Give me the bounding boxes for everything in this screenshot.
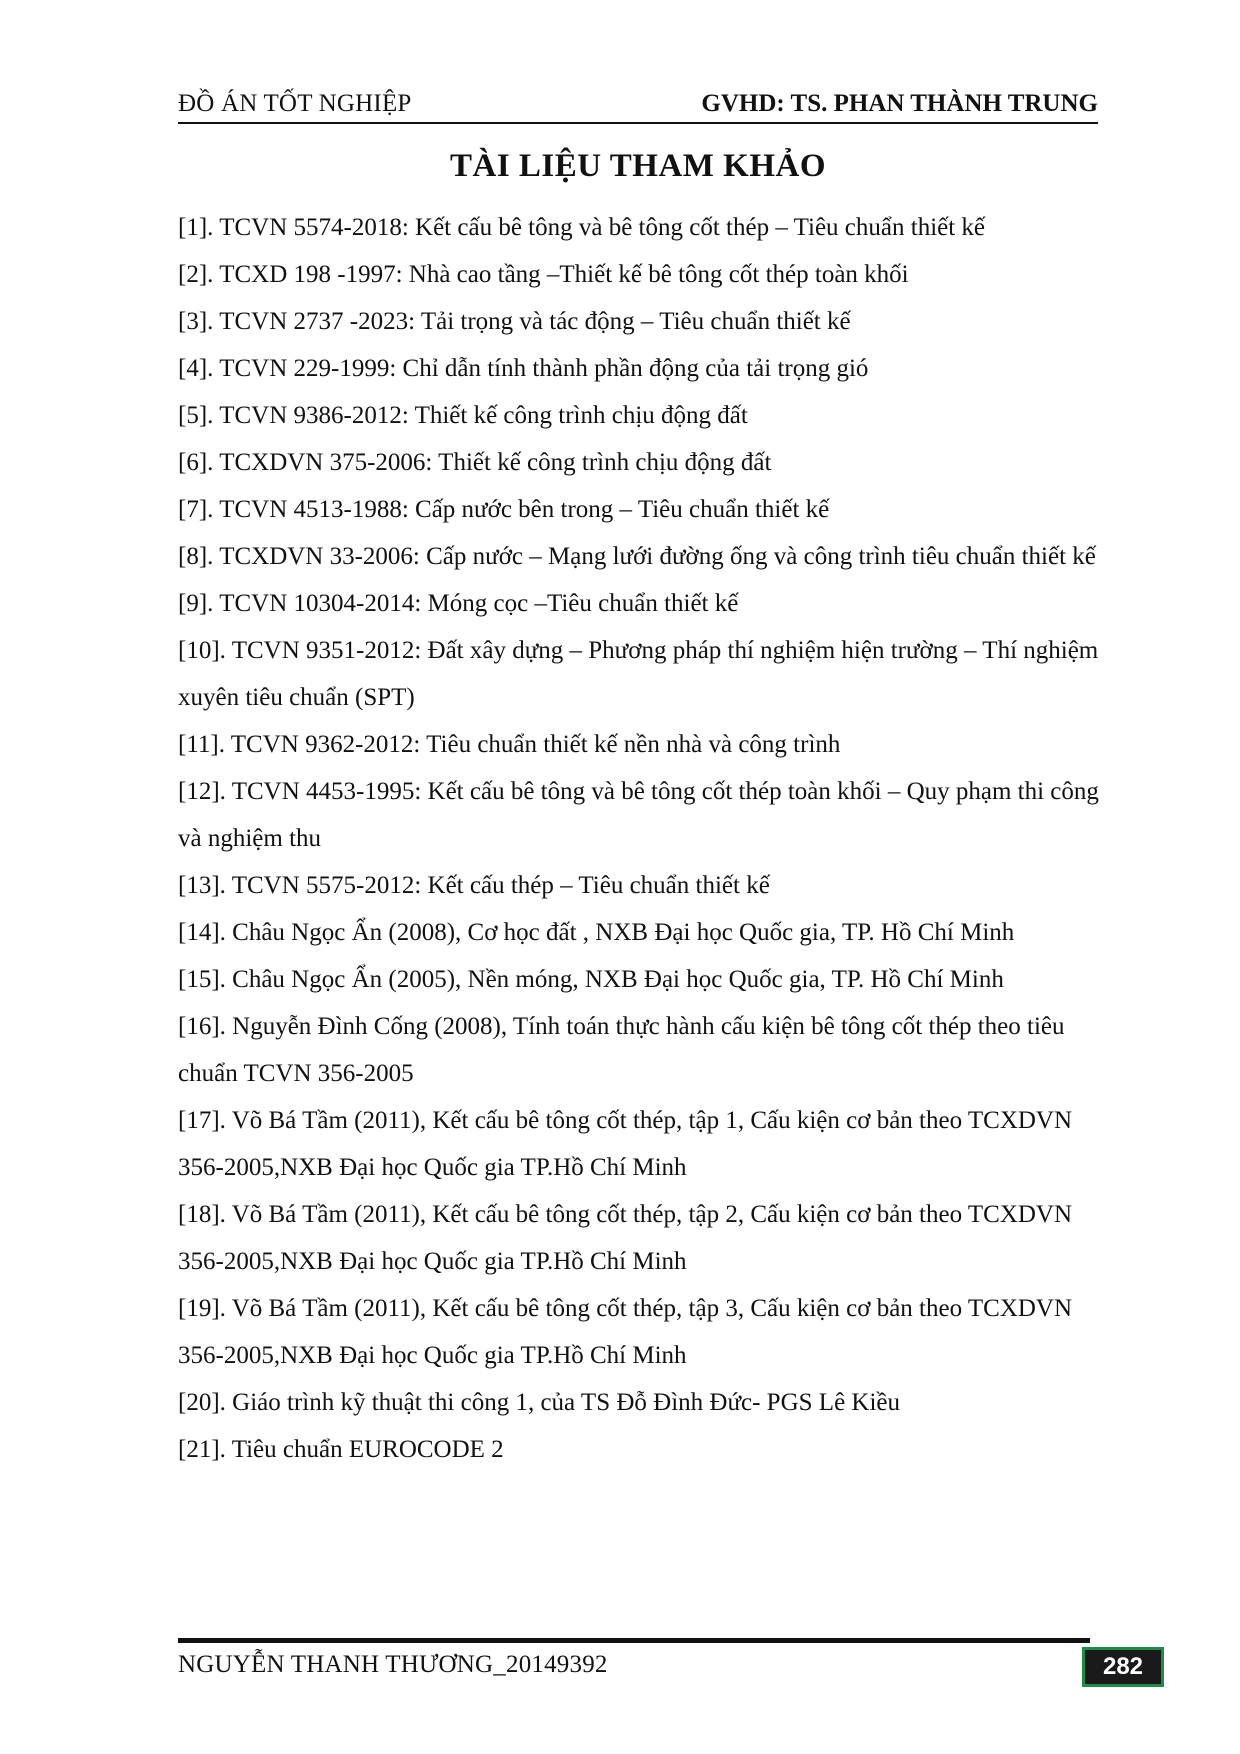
page-title: TÀI LIỆU THAM KHẢO (449, 148, 827, 184)
reference-item-13: [13]. TCVN 5575-2012: Kết cấu thép – Tiêu chuẩn thiết kế (178, 872, 770, 899)
reference-item-19: [19]. Võ Bá Tầm (2011), Kết cấu bê tông cốt thép, tập 3, Cấu kiện cơ bản theo TCXDVN 356-2005,NXB Đại học Quốc gia TP.Hồ Chí Minh (178, 1295, 1073, 1369)
reference-item-8: [8]. TCXDVN 33-2006: Cấp nước – Mạng lưới đường ống và công trình tiêu chuẩn thiết kế (178, 543, 1096, 570)
reference-item-21: [21]. Tiêu chuẩn EUROCODE 2 (178, 1436, 504, 1463)
reference-item-2: [2]. TCXD 198 -1997: Nhà cao tầng –Thiết kế bê tông cốt thép toàn khối (178, 261, 909, 288)
reference-list (178, 204, 1108, 1473)
footer-author: NGUYỄN THANH THƯƠNG_20149392 (178, 1651, 608, 1678)
reference-item-10: [10]. TCVN 9351-2012: Đất xây dựng – Phương pháp thí nghiệm hiện trường – Thí nghiệm xuyên tiêu chuẩn (SPT) (178, 637, 1099, 711)
reference-item-17: [17]. Võ Bá Tầm (2011), Kết cấu bê tông cốt thép, tập 1, Cấu kiện cơ bản theo TCXDVN 356-2005,NXB Đại học Quốc gia TP.Hồ Chí Minh (178, 1107, 1073, 1181)
reference-item-12: [12]. TCVN 4453-1995: Kết cấu bê tông và bê tông cốt thép toàn khối – Quy phạm thi công và nghiệm thu (178, 778, 1099, 852)
reference-item-18: [18]. Võ Bá Tầm (2011), Kết cấu bê tông cốt thép, tập 2, Cấu kiện cơ bản theo TCXDVN 356-2005,NXB Đại học Quốc gia TP.Hồ Chí Minh (178, 1201, 1073, 1275)
reference-item-6: [6]. TCXDVN 375-2006: Thiết kế công trình chịu động đất (178, 449, 772, 476)
reference-item-7: [7]. TCVN 4513-1988: Cấp nước bên trong – Tiêu chuẩn thiết kế (178, 496, 830, 523)
reference-item-20: [20]. Giáo trình kỹ thuật thi công 1, của TS Đỗ Đình Đức- PGS Lê Kiều (178, 1389, 901, 1416)
reference-item-15: [15]. Châu Ngọc Ẩn (2005), Nền móng, NXB Đại học Quốc gia, TP. Hồ Chí Minh (178, 966, 1004, 993)
reference-item-11: [11]. TCVN 9362-2012: Tiêu chuẩn thiết kế nền nhà và công trình (178, 731, 841, 758)
reference-item-5: [5]. TCVN 9386-2012: Thiết kế công trình chịu động đất (178, 402, 748, 429)
header-left-title: ĐỒ ÁN TỐT NGHIỆP (178, 90, 412, 117)
page-number-badge: 282 (1082, 1647, 1164, 1687)
footer-divider (178, 1638, 1090, 1643)
reference-item-9: [9]. TCVN 10304-2014: Móng cọc –Tiêu chuẩn thiết kế (178, 590, 739, 617)
page-header (178, 88, 1098, 124)
reference-item-4: [4]. TCVN 229-1999: Chỉ dẫn tính thành phần động của tải trọng gió (178, 355, 869, 382)
reference-item-14: [14]. Châu Ngọc Ẩn (2008), Cơ học đất , NXB Đại học Quốc gia, TP. Hồ Chí Minh (178, 919, 1015, 946)
reference-item-16: [16]. Nguyễn Đình Cống (2008), Tính toán thực hành cấu kiện bê tông cốt thép theo tiêu chuẩn TCVN 356-2005 (178, 1013, 1065, 1087)
header-advisor: GVHD: TS. PHAN THÀNH TRUNG (701, 90, 1098, 117)
reference-item-3: [3]. TCVN 2737 -2023: Tải trọng và tác động – Tiêu chuẩn thiết kế (178, 308, 851, 335)
reference-item-1: [1]. TCVN 5574-2018: Kết cấu bê tông và bê tông cốt thép – Tiêu chuẩn thiết kế (178, 214, 986, 241)
